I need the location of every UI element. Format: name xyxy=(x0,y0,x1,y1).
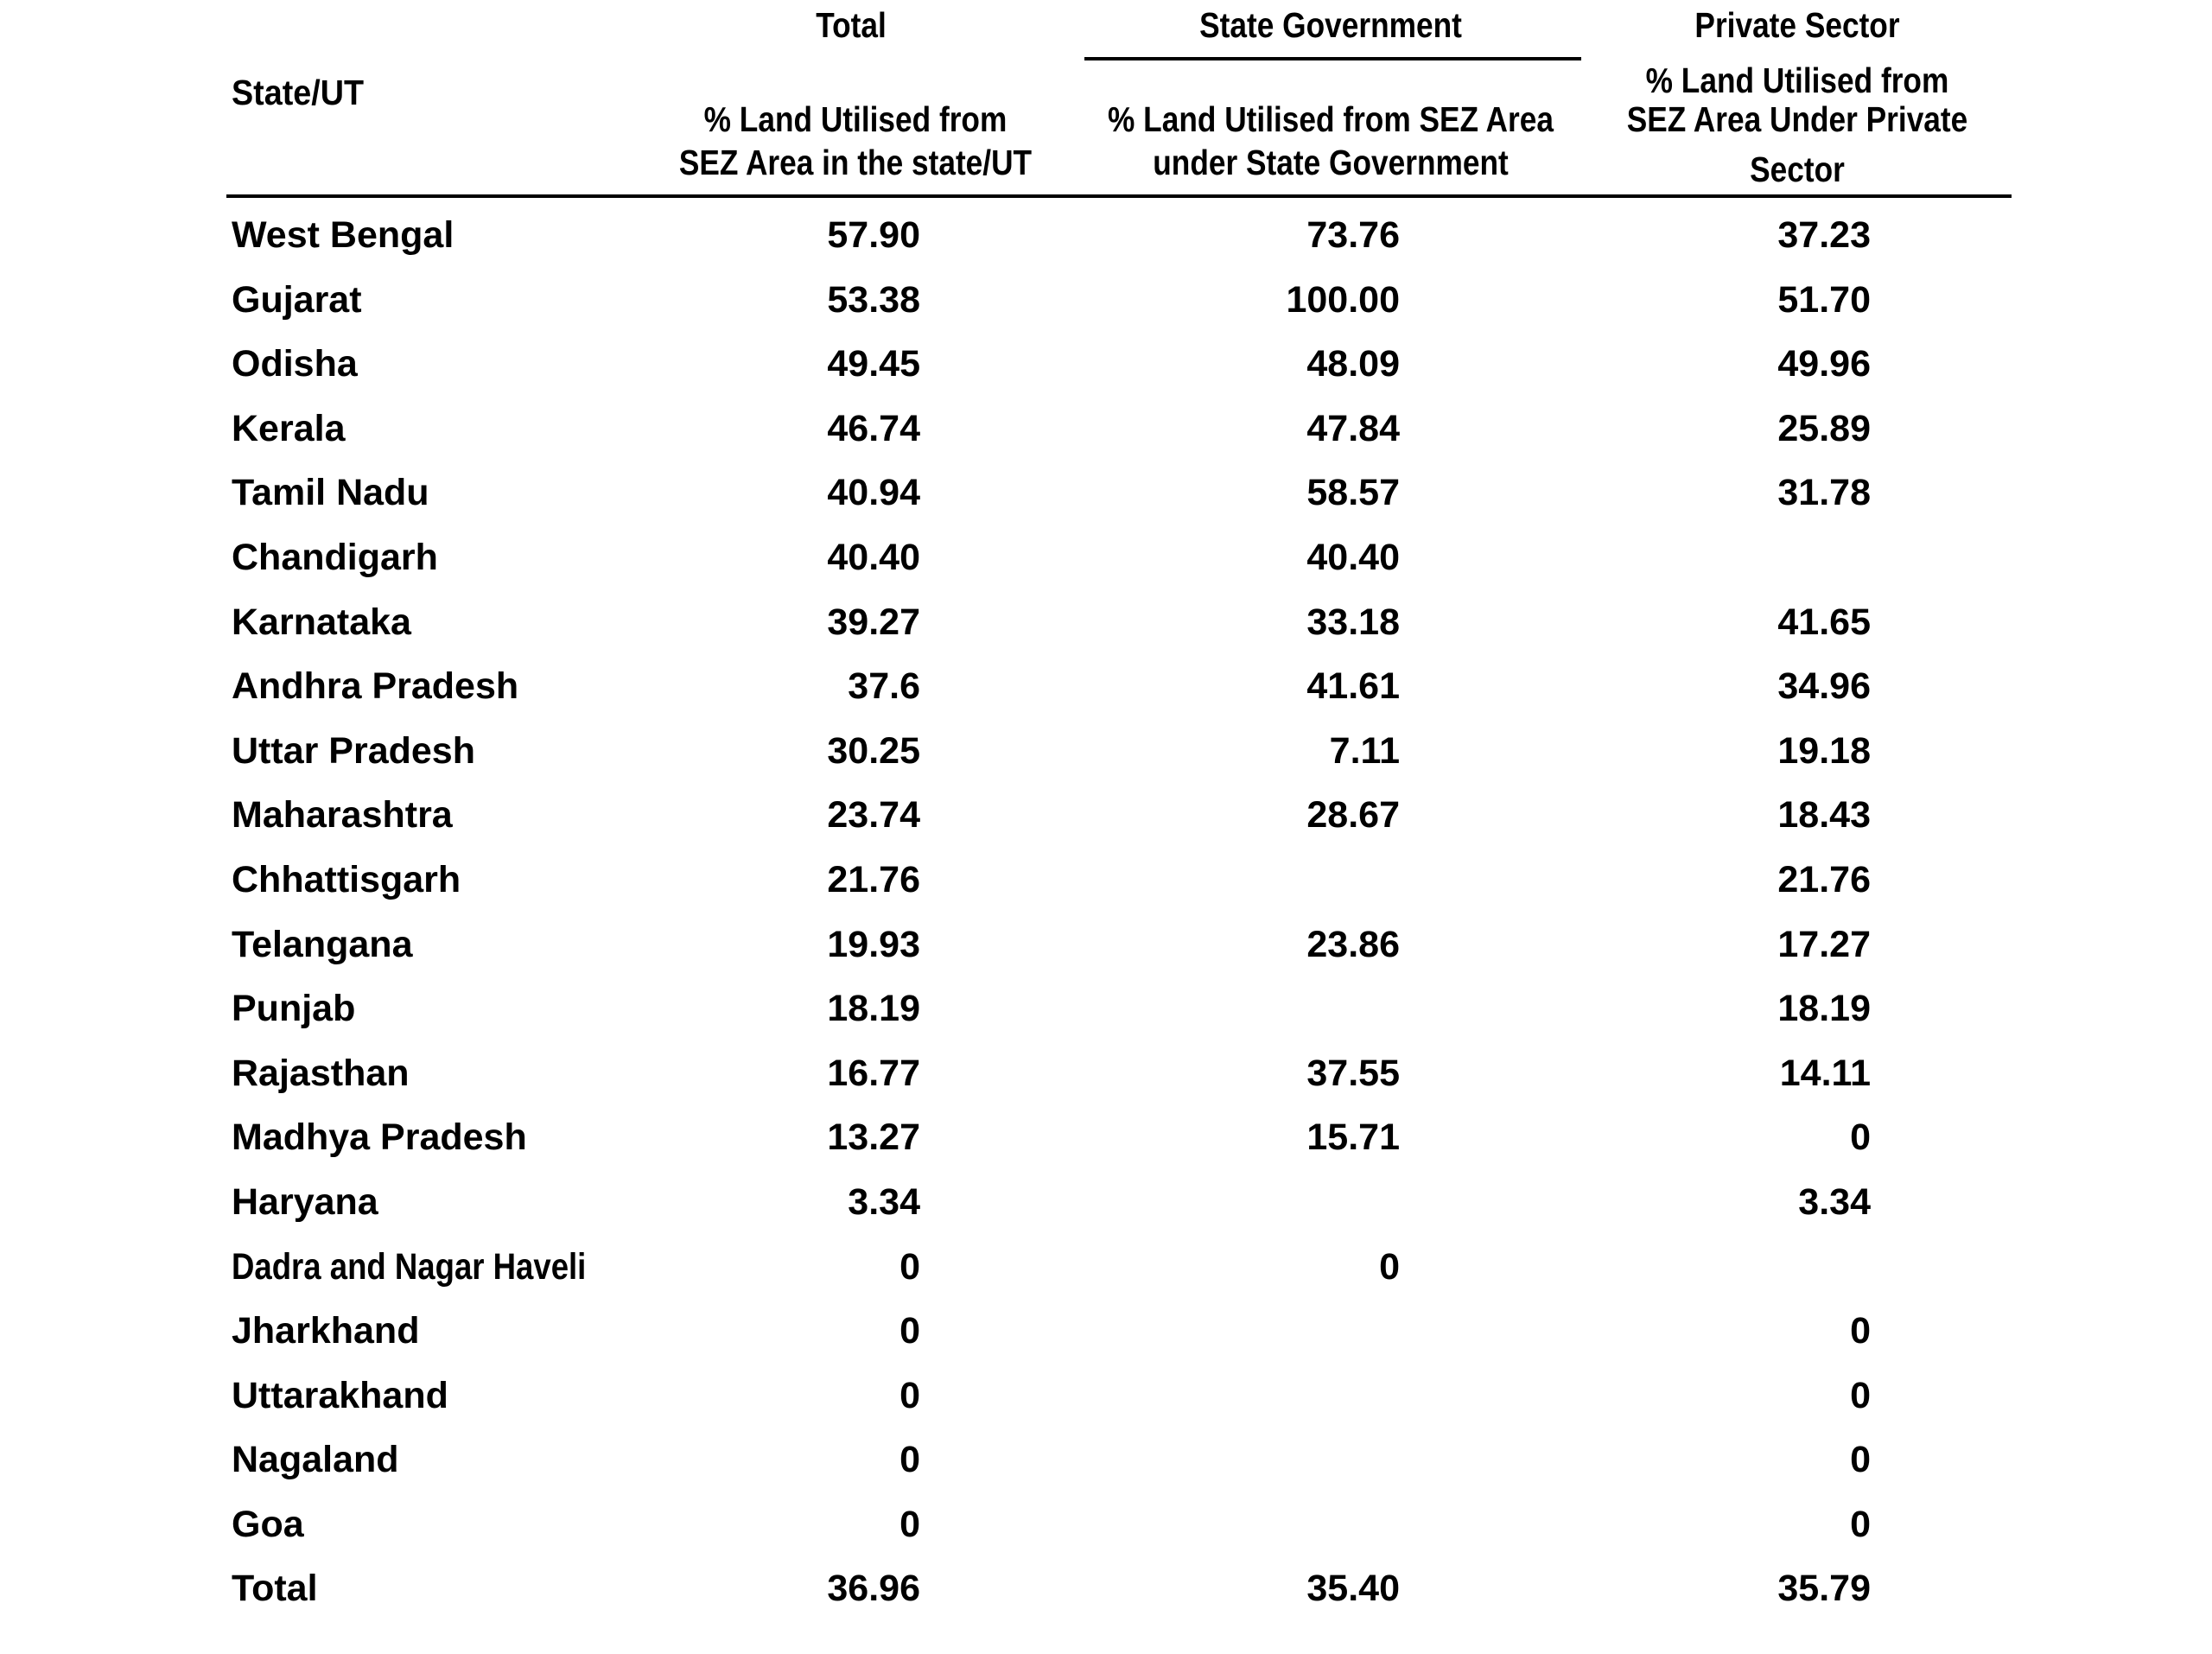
subheader-total-line-2: SEZ Area in the state/UT xyxy=(678,143,1033,182)
table-body xyxy=(0,203,2212,1621)
row-state-name: Punjab xyxy=(232,988,356,1030)
row-private-sector-value: 0 xyxy=(1850,1374,1871,1416)
row-state-government-value: 37.55 xyxy=(1306,1052,1400,1094)
subheader-private-sector-line-1: % Land Utilised from xyxy=(1645,60,1949,100)
row-state-name: Jharkhand xyxy=(232,1310,420,1352)
table-row xyxy=(0,913,2212,977)
row-private-sector-value: 0 xyxy=(1850,1116,1871,1159)
row-private-sector-value: 0 xyxy=(1850,1310,1871,1352)
table-row xyxy=(0,203,2212,268)
subheader-private-sector-line-3: Sector xyxy=(1750,149,1845,189)
row-state-name: Uttarakhand xyxy=(232,1374,448,1416)
row-total-value: 37.6 xyxy=(848,665,920,708)
row-state-name: Andhra Pradesh xyxy=(232,665,519,708)
row-private-sector-value: 3.34 xyxy=(1798,1180,1871,1223)
row-state-government-value: 41.61 xyxy=(1306,665,1400,708)
table-row xyxy=(0,654,2212,719)
table-row xyxy=(0,590,2212,655)
row-state-name: Uttar Pradesh xyxy=(232,729,475,772)
row-state-name: Goa xyxy=(232,1503,304,1545)
group-header-total: Total xyxy=(816,5,887,45)
row-state-name: Telangana xyxy=(232,923,413,965)
table-row xyxy=(0,1556,2212,1621)
subheader-private-sector xyxy=(1581,59,2013,191)
table-row xyxy=(0,783,2212,848)
row-state-name: Nagaland xyxy=(232,1439,399,1481)
row-state-government-value: 58.57 xyxy=(1306,472,1400,514)
subheader-state-government-line-1: % Land Utilised from SEZ Area xyxy=(1108,99,1554,139)
row-state-name: Chhattisgarh xyxy=(232,858,461,900)
table-row xyxy=(0,1428,2212,1492)
row-private-sector-value: 37.23 xyxy=(1777,214,1871,256)
row-state-government-value: 33.18 xyxy=(1306,601,1400,643)
row-private-sector-value: 18.43 xyxy=(1777,794,1871,837)
row-state-name: Madhya Pradesh xyxy=(232,1116,527,1159)
group-header-private-sector: Private Sector xyxy=(1694,5,1900,45)
row-private-sector-value: 34.96 xyxy=(1777,665,1871,708)
table-row xyxy=(0,268,2212,333)
row-total-value: 53.38 xyxy=(827,278,920,321)
row-total-value: 3.34 xyxy=(848,1180,920,1223)
row-state-name: Odisha xyxy=(232,343,358,385)
row-state-name: Chandigarh xyxy=(232,536,438,578)
row-private-sector-value: 41.65 xyxy=(1777,601,1871,643)
row-state-government-value: 7.11 xyxy=(1329,729,1400,772)
row-total-value: 30.25 xyxy=(827,729,920,772)
row-total-value: 57.90 xyxy=(827,214,920,256)
row-private-sector-value: 17.27 xyxy=(1777,923,1871,965)
row-state-name: Dadra and Nagar Haveli xyxy=(232,1245,587,1288)
row-total-value: 0 xyxy=(899,1374,920,1416)
table-row xyxy=(0,525,2212,590)
table-row xyxy=(0,332,2212,397)
subheader-private-sector-line-2: SEZ Area Under Private xyxy=(1626,99,1968,139)
table-row xyxy=(0,1299,2212,1364)
row-total-value: 0 xyxy=(899,1503,920,1545)
row-total-value: 18.19 xyxy=(827,988,920,1030)
table-row xyxy=(0,1170,2212,1235)
row-total-value: 49.45 xyxy=(827,343,920,385)
subheader-state-government xyxy=(1037,98,1624,184)
row-state-government-value: 15.71 xyxy=(1306,1116,1400,1159)
subheader-state-government-line-2: under State Government xyxy=(1153,143,1509,182)
row-state-name: West Bengal xyxy=(232,214,454,256)
row-total-value: 0 xyxy=(899,1310,920,1352)
row-state-name: Rajasthan xyxy=(232,1052,410,1094)
row-private-sector-value: 14.11 xyxy=(1779,1052,1871,1094)
row-state-government-value: 100.00 xyxy=(1286,278,1400,321)
row-state-government-value: 40.40 xyxy=(1306,536,1400,578)
row-private-sector-value: 0 xyxy=(1850,1439,1871,1481)
table-row xyxy=(0,1235,2212,1300)
row-total-value: 23.74 xyxy=(827,794,920,837)
row-total-value: 13.27 xyxy=(827,1116,920,1159)
row-private-sector-value: 0 xyxy=(1850,1503,1871,1545)
row-private-sector-value: 35.79 xyxy=(1777,1568,1871,1610)
subheader-total-line-1: % Land Utilised from xyxy=(703,99,1007,139)
row-private-sector-value: 21.76 xyxy=(1777,858,1871,900)
row-total-value: 36.96 xyxy=(827,1568,920,1610)
column-header-state-ut: State/UT xyxy=(232,73,365,112)
row-state-government-value: 35.40 xyxy=(1306,1568,1400,1610)
subheader-total xyxy=(622,98,1089,184)
row-state-government-value: 47.84 xyxy=(1306,407,1400,449)
table-row xyxy=(0,461,2212,525)
table-row xyxy=(0,1041,2212,1106)
row-total-value: 19.93 xyxy=(827,923,920,965)
row-state-name: Total xyxy=(232,1568,318,1610)
table-row xyxy=(0,848,2212,913)
row-state-name: Kerala xyxy=(232,407,346,449)
row-state-name: Maharashtra xyxy=(232,794,453,837)
table-row xyxy=(0,976,2212,1041)
row-state-government-value: 23.86 xyxy=(1306,923,1400,965)
row-total-value: 46.74 xyxy=(827,407,920,449)
table-row xyxy=(0,1492,2212,1557)
row-state-name: Tamil Nadu xyxy=(232,472,429,514)
row-state-government-value: 73.76 xyxy=(1306,214,1400,256)
row-private-sector-value: 18.19 xyxy=(1777,988,1871,1030)
row-private-sector-value: 31.78 xyxy=(1777,472,1871,514)
row-state-name: Karnataka xyxy=(232,601,411,643)
row-private-sector-value: 25.89 xyxy=(1777,407,1871,449)
row-total-value: 21.76 xyxy=(827,858,920,900)
row-total-value: 40.40 xyxy=(827,536,920,578)
header-rule xyxy=(226,194,2012,198)
row-state-government-value: 48.09 xyxy=(1306,343,1400,385)
row-total-value: 16.77 xyxy=(827,1052,920,1094)
table-row xyxy=(0,1105,2212,1170)
group-header-state-government: State Government xyxy=(1199,5,1462,45)
row-private-sector-value: 51.70 xyxy=(1777,278,1871,321)
row-state-government-value: 28.67 xyxy=(1306,794,1400,837)
row-total-value: 0 xyxy=(899,1439,920,1481)
row-state-government-value: 0 xyxy=(1379,1245,1400,1288)
table-row xyxy=(0,397,2212,461)
group-underline-state-government xyxy=(1084,57,1581,60)
row-state-name: Haryana xyxy=(232,1180,378,1223)
table-row xyxy=(0,1364,2212,1428)
row-state-name: Gujarat xyxy=(232,278,362,321)
row-total-value: 39.27 xyxy=(827,601,920,643)
row-total-value: 40.94 xyxy=(827,472,920,514)
row-private-sector-value: 19.18 xyxy=(1777,729,1871,772)
row-private-sector-value: 49.96 xyxy=(1777,343,1871,385)
table-row xyxy=(0,719,2212,784)
row-total-value: 0 xyxy=(899,1245,920,1288)
